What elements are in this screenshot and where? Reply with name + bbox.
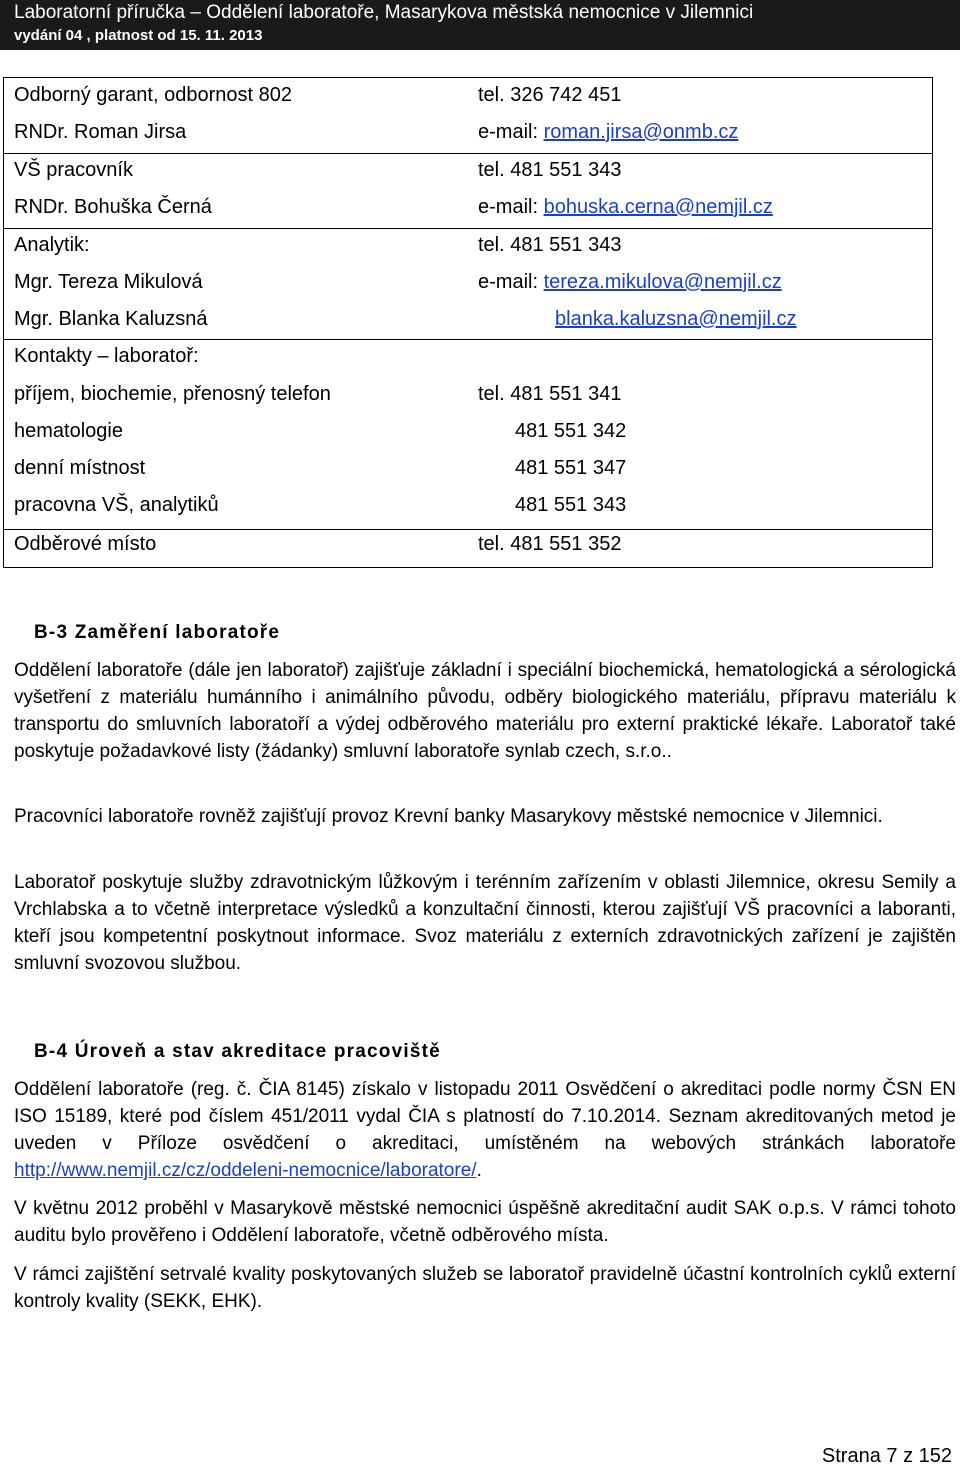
analyst-email-link-1[interactable]: tereza.mikulova@nemjil.cz	[543, 271, 782, 293]
garant-email-link[interactable]: roman.jirsa@onmb.cz	[543, 121, 739, 143]
row-divider	[4, 339, 932, 340]
lab-row-label: hematologie	[14, 420, 123, 442]
collection-tel: tel. 481 551 352	[478, 533, 622, 555]
lab-row-value: 481 551 343	[515, 494, 627, 516]
b3-paragraph-1: Oddělení laboratoře (dále jen laboratoř) zajišťuje základní i speciální biochemická, hematologická a sérologická vyšetření z materiálu humánního i animálního původu, odběry biologického materiálu, přípravu materiálu k transportu do smluvních laboratoří a výdej odběrového materiálu pro externí praktické lékaře. Laboratoř také poskytuje požadavkové listy (žádanky) smluvní laboratoře synlab czech, s.r.o..	[14, 660, 956, 762]
lab-row-value: tel. 481 551 341	[478, 383, 622, 405]
contact-table	[3, 77, 933, 568]
b4-paragraph-1-end: .	[476, 1160, 482, 1181]
document-edition: vydání 04 , platnost od 15. 11. 2013	[14, 27, 263, 44]
analyst-name-2: Mgr. Blanka Kaluzsná	[14, 308, 208, 330]
lab-website-link[interactable]: http://www.nemjil.cz/cz/oddeleni-nemocnice/laboratore/	[14, 1160, 477, 1181]
document-header	[0, 0, 960, 50]
row-divider	[4, 228, 932, 229]
collection-label: Odběrové místo	[14, 533, 157, 555]
document-title: Laboratorní příručka – Oddělení laboratoře, Masarykova městská nemocnice v Jilemnici	[14, 2, 754, 23]
analyst-email-link-2[interactable]	[555, 308, 797, 331]
lab-row-label: pracovna VŠ, analytiků	[14, 494, 219, 516]
b4-paragraph-1	[14, 1076, 956, 1184]
vs-email-cell	[478, 196, 773, 219]
lab-row-value: 481 551 347	[515, 457, 627, 479]
vs-role: VŠ pracovník	[14, 159, 133, 181]
email-label: e-mail:	[478, 271, 544, 293]
page-number: Strana 7 z 152	[821, 1445, 952, 1467]
lab-row-value: 481 551 342	[515, 420, 627, 442]
vs-name: RNDr. Bohuška Černá	[14, 196, 212, 218]
lab-row-label: denní místnost	[14, 457, 146, 479]
lab-contacts-heading: Kontakty – laboratoř:	[14, 345, 199, 367]
garant-name: RNDr. Roman Jirsa	[14, 121, 187, 143]
garant-role: Odborný garant, odbornost 802	[14, 84, 292, 106]
vs-email-link[interactable]: bohuska.cerna@nemjil.cz	[543, 196, 773, 218]
garant-email-cell	[478, 121, 738, 144]
lab-row-label: příjem, biochemie, přenosný telefon	[14, 383, 331, 405]
b4-paragraph-2: V květnu 2012 proběhl v Masarykově městské nemocnici úspěšně akreditační audit SAK o.p.s. V rámci tohoto auditu bylo prověřeno i Oddělení laboratoře, včetně odběrového místa.	[14, 1198, 956, 1246]
email-label: e-mail:	[478, 196, 544, 218]
b4-paragraph-1-text: Oddělení laboratoře (reg. č. ČIA 8145) získalo v listopadu 2011 Osvědčení o akreditaci podle normy ČSN EN ISO 15189, které pod číslem 451/2011 vydal ČIA s platností do 7.10.2014. Seznam akreditovaných metod je uveden v Příloze osvědčení o akreditaci, umístěném na webových stránkách laboratoře	[14, 1079, 956, 1154]
email-link-text[interactable]: blanka.kaluzsna@nemjil.cz	[555, 308, 797, 330]
analyst-email-cell	[478, 271, 782, 294]
b3-paragraph-3: Laboratoř poskytuje služby zdravotnickým lůžkovým i terénním zařízením v oblasti Jilemnice, okresu Semily a Vrchlabska a to včetně interpretace výsledků a konzultační činnosti, kterou zajišťují VŠ pracovníci a laboranti, kteří jsou kompetentní poskytnout informace. Svoz materiálu z externích zdravotnických zařízení je zajištěn smluvní svozovou službou.	[14, 872, 956, 974]
b4-paragraph-3: V rámci zajištění setrvalé kvality poskytovaných služeb se laboratoř pravidelně účastní kontrolních cyklů externí kontroly kvality (SEKK, EHK).	[14, 1264, 956, 1312]
vs-tel: tel. 481 551 343	[478, 159, 622, 181]
analyst-role: Analytik:	[14, 234, 90, 256]
section-title-b3: B-3 Zaměření laboratoře	[34, 622, 281, 643]
section-title-b4: B-4 Úroveň a stav akreditace pracoviště	[34, 1041, 441, 1062]
b3-paragraph-2: Pracovníci laboratoře rovněž zajišťují provoz Krevní banky Masarykovy městské nemocnice v Jilemnici.	[14, 806, 883, 827]
email-label: e-mail:	[478, 121, 544, 143]
row-divider	[4, 529, 932, 530]
analyst-tel: tel. 481 551 343	[478, 234, 622, 256]
row-divider	[4, 153, 932, 154]
garant-tel: tel. 326 742 451	[478, 84, 622, 106]
analyst-name-1: Mgr. Tereza Mikulová	[14, 271, 203, 293]
